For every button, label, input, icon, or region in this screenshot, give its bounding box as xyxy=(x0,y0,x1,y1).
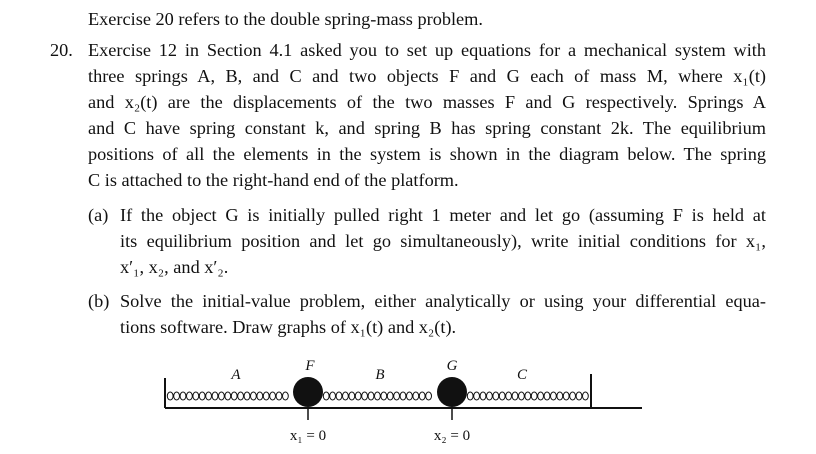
part-b-line: Solve the initial-value problem, either analytically or using your differential equa- xyxy=(120,291,766,311)
spring-coil xyxy=(474,392,480,400)
spring-coil xyxy=(419,392,425,400)
spring-coil xyxy=(167,392,173,400)
problem-line: and C have spring constant k, and spring B has spring constant 2k. The equilibrium xyxy=(88,118,766,138)
problem-line: and x₂(t) are the displacements of the two masses F and G respectively. Springs A xyxy=(88,92,766,112)
spring-coil xyxy=(557,392,563,400)
part-a-line: its equilibrium position and let go simultaneously), write initial conditions for x₁, xyxy=(120,231,766,251)
part-a-line: If the object G is initially pulled right 1 meter and let go (assuming F is held at xyxy=(120,205,766,225)
spring-coil xyxy=(544,392,550,400)
problem-line: C is attached to the right-hand end of the platform. xyxy=(88,170,459,190)
spring-coil xyxy=(467,392,473,400)
spring-coil xyxy=(413,392,419,400)
spring-coil xyxy=(570,392,576,400)
label-x1-zero: x₁ = 0 xyxy=(289,428,327,444)
spring-coil xyxy=(387,392,393,400)
spring-coil xyxy=(400,392,406,400)
problem-line: three springs A, B, and C and two objects F and G each of mass M, where x₁(t) xyxy=(88,66,766,86)
spring-coil xyxy=(381,392,387,400)
part-a-line: x′₁, x₂, and x′₂. xyxy=(120,257,229,277)
spring-coil xyxy=(343,392,349,400)
spring-coil xyxy=(212,392,218,400)
spring-coil xyxy=(193,392,199,400)
mass-g xyxy=(437,377,467,407)
spring-b xyxy=(323,392,431,400)
spring-coil xyxy=(225,392,231,400)
spring-coil xyxy=(563,392,569,400)
spring-coil xyxy=(263,392,269,400)
spring-coil xyxy=(531,392,537,400)
spring-coil xyxy=(238,392,244,400)
spring-coil xyxy=(187,392,193,400)
spring-coil xyxy=(323,392,329,400)
problem-line: positions of all the elements in the system is shown in the diagram below. The spring xyxy=(88,144,766,164)
spring-coil xyxy=(368,392,374,400)
spring-coil xyxy=(576,392,582,400)
label-spring-c: C xyxy=(516,367,528,383)
spring-coil xyxy=(336,392,342,400)
spring-coil xyxy=(362,392,368,400)
spring-coil xyxy=(583,392,589,400)
label-spring-b: B xyxy=(375,367,385,383)
spring-coil xyxy=(355,392,361,400)
spring-coil xyxy=(206,392,212,400)
spring-coil xyxy=(231,392,237,400)
spring-coil xyxy=(244,392,250,400)
spring-coil xyxy=(525,392,531,400)
spring-c xyxy=(467,392,588,400)
label-x2-zero: x₂ = 0 xyxy=(433,428,471,444)
spring-coil xyxy=(394,392,400,400)
spring-coil xyxy=(375,392,381,400)
spring-coil xyxy=(174,392,180,400)
label-spring-a: A xyxy=(231,367,241,383)
spring-coil xyxy=(480,392,486,400)
spring-coil xyxy=(538,392,544,400)
spring-coil xyxy=(551,392,557,400)
spring-coil xyxy=(180,392,186,400)
spring-coil xyxy=(199,392,205,400)
part-b-label: (b) xyxy=(88,291,110,311)
spring-coil xyxy=(487,392,493,400)
spring-coil xyxy=(512,392,518,400)
label-mass-g: G xyxy=(446,358,458,374)
label-mass-f: F xyxy=(305,358,315,374)
spring-coil xyxy=(407,392,413,400)
intro-text: Exercise 20 refers to the double spring-mass problem. xyxy=(88,9,483,29)
spring-coil xyxy=(330,392,336,400)
spring-coil xyxy=(251,392,257,400)
mass-f xyxy=(293,377,323,407)
spring-coil xyxy=(349,392,355,400)
spring-coil xyxy=(506,392,512,400)
spring-coil xyxy=(257,392,263,400)
spring-coil xyxy=(426,392,432,400)
spring-coil xyxy=(519,392,525,400)
problem-number: 20. xyxy=(50,40,73,60)
spring-coil xyxy=(493,392,499,400)
problem-line: Exercise 12 in Section 4.1 asked you to set up equations for a mechanical system with xyxy=(88,40,766,60)
spring-coil xyxy=(499,392,505,400)
spring-coil xyxy=(276,392,282,400)
spring-coil xyxy=(283,392,289,400)
spring-coil xyxy=(270,392,276,400)
part-a-label: (a) xyxy=(88,205,109,225)
part-b-line: tions software. Draw graphs of x₁(t) and x₂(t). xyxy=(120,317,457,337)
spring-a xyxy=(167,392,288,400)
spring-coil xyxy=(219,392,225,400)
